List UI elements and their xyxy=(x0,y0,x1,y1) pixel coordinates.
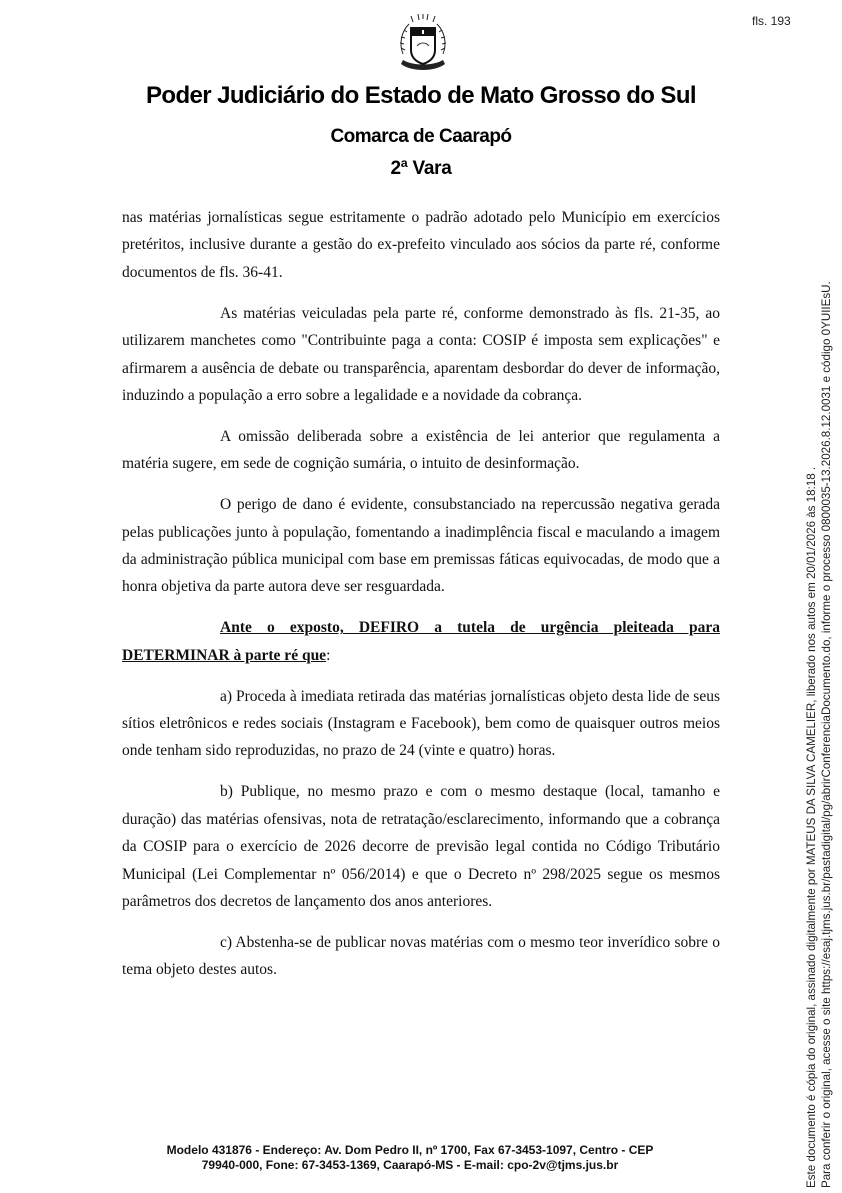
order-item-b: b) Publique, no mesmo prazo e com o mesmo destaque (local, tamanho e duração) das matérias ofensivas, nota de retratação/esclarecimento, informando que a cobrança da COSIP para o exercício de 2026 decorre de previsão legal contida no Código Tributário Municipal (Lei Complementar nº 056/2014) e que o Decreto nº 298/2025 segue os mesmos parâmetros dos decretos de lançamento dos anos anteriores. xyxy=(122,783,720,910)
footer-line-2: 79940-000, Fone: 67-3453-1369, Caarapó-MS - E-mail: cpo-2v@tjms.jus.br xyxy=(201,1158,619,1172)
footer-line-1: Modelo 431876 - Endereço: Av. Dom Pedro II, nº 1700, Fax 67-3453-1097, Centro - CEP xyxy=(166,1143,654,1157)
footer-address xyxy=(110,1143,710,1173)
digital-signature-note xyxy=(804,158,834,1188)
decision-statement: Ante o exposto, DEFIRO a tutela de urgência pleiteada para DETERMINAR à parte ré que xyxy=(122,619,720,664)
paragraph-1: nas matérias jornalísticas segue estritamente o padrão adotado pelo Município em exercícios pretéritos, inclusive durante a gestão do ex-prefeito vinculado aos sócios da parte ré, conforme documentos de fls. 36-41. xyxy=(122,209,720,281)
district-name: Comarca de Caarapó xyxy=(330,126,512,147)
paragraph-4: O perigo de dano é evidente, consubstanciado na repercussão negativa gerada pelas publicações junto à população, fomentando a inadimplência fiscal e maculando a imagem da administração pública municipal com base em premissas fáticas equivocadas, de modo que a honra objetiva da parte autora deve ser resguardada. xyxy=(122,496,720,596)
signature-note-line-2: Para conferir o original, acesse o site https://esaj.tjms.jus.br/pastadigital/pg/abrirConferenciaDocumento.do, informe o processo 0800035-13.2026.8.12.0031 e código 0YUIIEsU. xyxy=(820,281,833,1188)
decision-paragraph xyxy=(122,614,720,669)
order-item-c: c) Abstenha-se de publicar novas matérias com o mesmo teor inverídico sobre o tema objeto destes autos. xyxy=(122,933,720,979)
state-coat-of-arms-icon xyxy=(395,14,451,74)
court-name: Poder Judiciário do Estado de Mato Grosso do Sul xyxy=(146,82,696,109)
document-body xyxy=(122,204,720,997)
order-item-a: a) Proceda à imediata retirada das matérias jornalísticas objeto desta lide de seus sítios eletrônicos e redes sociais (Instagram e Facebook), bem como de quaisquer outros meios onde tenham sido reproduzidas, no prazo de 24 (vinte e quatro) horas. xyxy=(122,687,720,760)
paragraph-3: A omissão deliberada sobre a existência de lei anterior que regulamenta a matéria sugere, em sede de cognição sumária, o intuito de desinformação. xyxy=(122,427,720,473)
paragraph-2: As matérias veiculadas pela parte ré, conforme demonstrado às fls. 21-35, ao utilizarem manchetes como "Contribuinte paga a conta: COSIP é imposta sem explicações" e afirmarem a ausência de debate ou transparência, aparentam desbordar do dever de informação, induzindo a população a erro sobre a legalidade e a novidade da cobrança. xyxy=(122,304,720,404)
decision-colon: : xyxy=(326,646,331,664)
signature-note-line-1: Este documento é cópia do original, assinado digitalmente por MATEUS DA SILVA CAMELIER, liberado nos autos em 20/01/2026 às 18:18 . xyxy=(805,466,818,1188)
page-number: fls. 193 xyxy=(752,14,791,28)
court-division: 2ª Vara xyxy=(390,158,452,179)
